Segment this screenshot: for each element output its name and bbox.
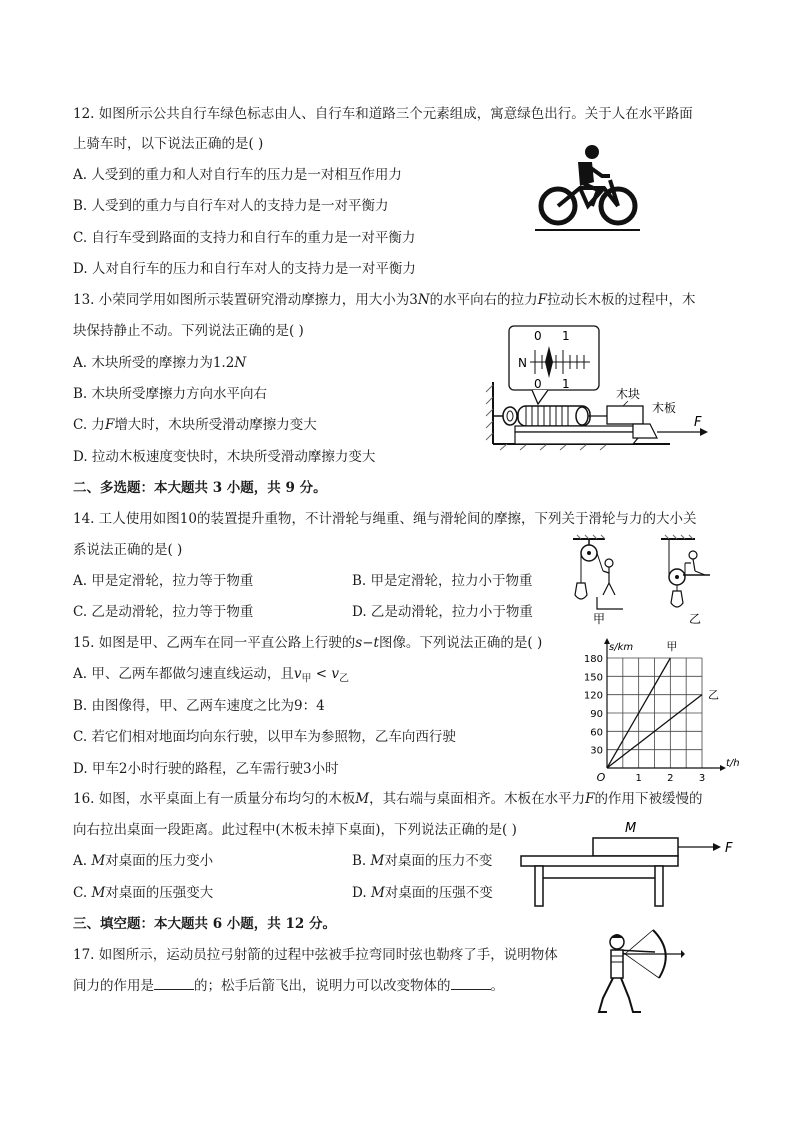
q16-option-d-text: 对桌面的压强不变	[384, 885, 493, 901]
label-yi: 乙	[689, 612, 702, 626]
q16-mass-m: M	[355, 791, 370, 807]
q17-stem-text: 的；松手后箭飞出，说明力可以改变物体的	[194, 978, 451, 994]
q12-option-b[interactable]: B. 人受到的重力与自行车对人的支持力是一对平衡力	[73, 198, 389, 214]
q12-option-d[interactable]: D. 人对自行车的压力和自行车对人的支持力是一对平衡力	[73, 261, 416, 277]
archer-figure	[595, 928, 685, 1018]
scale-unit: N	[518, 356, 527, 370]
q16-option-c-prefix: C.	[73, 885, 92, 901]
y-tick-label: 150	[583, 672, 603, 684]
q13-stem-text: 的水平向右的拉力	[429, 292, 538, 308]
q17-answer-blank-1[interactable]	[154, 977, 194, 990]
q16-option-a-text: 对桌面的压力变小	[105, 853, 214, 869]
q16-option-b-m: M	[370, 853, 385, 869]
q16-option-d-m: M	[370, 885, 385, 901]
q13-stem-text: 拉动长木板的过程中，木	[547, 292, 696, 308]
q16-option-b[interactable]	[352, 852, 492, 870]
q12-stem-line1: 12. 如图所示公共自行车绿色标志由人、自行车和道路三个元素组成，寓意绿色出行。关于人在水平路面	[73, 106, 693, 122]
force-label: F	[694, 415, 702, 430]
table-board-figure	[515, 818, 745, 908]
q16-option-b-text: 对桌面的压力不变	[384, 853, 493, 869]
y-tick-label: 90	[590, 709, 603, 720]
q14-option-c[interactable]: C. 乙是动滑轮，拉力等于物重	[73, 604, 254, 620]
pull-force-label: F	[725, 841, 733, 856]
board-m-label: M	[625, 821, 637, 836]
q13-unit-n: N	[417, 292, 430, 308]
y-tick-label: 180	[583, 654, 603, 665]
q15-v-jia: v	[293, 666, 302, 682]
q14-option-d[interactable]: D. 乙是动滑轮，拉力小于物重	[352, 604, 533, 620]
x-axis-label: t/h	[726, 758, 740, 769]
q13-option-a[interactable]	[73, 354, 246, 372]
q16-option-d[interactable]	[352, 884, 493, 902]
section-title-multiple-choice: 二、多选题：本大题共 3 小题，共 9 分。	[73, 480, 327, 496]
q15-option-a-text: A. 甲、乙两车都做匀速直线运动，且	[73, 666, 294, 682]
q13-stem-line1	[73, 291, 696, 309]
series-label-jia: 甲	[666, 640, 678, 653]
q14-stem-line2: 系说法正确的是( )	[73, 542, 183, 558]
q15-stem-text: 15. 如图是甲、乙两车在同一平直公路上行驶的	[73, 635, 356, 651]
q15-sub-yi: 乙	[339, 673, 350, 685]
q16-force-f: F	[585, 791, 595, 807]
q13-option-a-text: A. 木块所受的摩擦力为1.2	[73, 355, 235, 371]
bicycle-icon	[530, 140, 645, 232]
q15-v-yi: v	[331, 666, 340, 682]
q12-stem-line2: 上骑车时，以下说法正确的是( )	[73, 136, 264, 152]
label-jia: 甲	[593, 612, 606, 626]
q17-stem-line2	[73, 977, 504, 995]
q17-stem-text: 。	[490, 978, 504, 994]
q16-option-a-m: M	[91, 853, 106, 869]
origin-label: O	[596, 771, 606, 784]
q16-option-c-text: 对桌面的压强变大	[105, 885, 214, 901]
q15-sub-jia: 甲	[301, 673, 312, 685]
q15-stem-text: 图像。下列说法正确的是( )	[378, 635, 543, 651]
q12-option-a[interactable]: A. 人受到的重力和人对自行车的压力是一对相互作用力	[73, 167, 402, 183]
q16-option-b-prefix: B.	[352, 853, 371, 869]
q13-stem-text: 13. 小荣同学用如图所示装置研究滑动摩擦力，用大小为3	[73, 292, 418, 308]
q16-stem-text: ，其右端与桌面相齐。木板在水平力	[369, 791, 586, 807]
series-label-yi: 乙	[708, 688, 719, 702]
q17-answer-blank-2[interactable]	[451, 977, 491, 990]
q14-stem-line1: 14. 工人使用如图10的装置提升重物，不计滑轮与绳重、绳与滑轮间的摩擦，下列关于滑轮与力的大小关	[73, 511, 697, 527]
friction-apparatus-figure	[490, 322, 710, 452]
q16-stem-text: 的作用下被缓慢的	[594, 791, 703, 807]
q13-option-a-unit: N	[234, 355, 247, 371]
scale-bottom-1: 1	[562, 377, 570, 391]
q13-option-d[interactable]: D. 拉动木板速度变快时，木块所受滑动摩擦力变大	[73, 449, 376, 465]
q16-option-c-m: M	[91, 885, 106, 901]
scale-bottom-0: 0	[534, 377, 542, 391]
q15-option-a[interactable]	[73, 665, 349, 689]
q13-stem-line2: 块保持静止不动。下列说法正确的是( )	[73, 323, 304, 339]
q13-option-c-text: 增大时，木块所受滑动摩擦力变大	[114, 417, 317, 433]
q16-stem-line1	[73, 790, 702, 808]
q16-option-a[interactable]	[73, 852, 213, 870]
st-chart	[585, 640, 745, 785]
pulley-figure	[565, 535, 715, 630]
y-tick-label: 30	[590, 745, 603, 757]
q17-stem-line1: 17. 如图所示，运动员拉弓射箭的过程中弦被手拉弯同时弦也勒疼了手，说明物体	[73, 947, 558, 963]
x-tick-label: 3	[698, 773, 706, 784]
y-axis-label: s/km	[609, 642, 634, 653]
q13-option-c-force: F	[104, 417, 115, 433]
q15-st-symbol: s−t	[355, 635, 379, 651]
q16-option-c[interactable]	[73, 884, 213, 902]
y-tick-label: 60	[590, 727, 603, 739]
x-tick-label: 2	[667, 773, 674, 784]
scale-top-0: 0	[534, 329, 542, 343]
x-tick-label: 1	[635, 773, 642, 784]
scale-top-1: 1	[562, 329, 570, 343]
q15-option-b[interactable]: B. 由图像得，甲、乙两车速度之比为9：4	[73, 698, 325, 714]
y-tick-label: 120	[583, 690, 603, 702]
q15-less-than: <	[311, 666, 332, 682]
q16-option-a-prefix: A.	[73, 853, 92, 869]
q12-option-c[interactable]: C. 自行车受到路面的支持力和自行车的重力是一对平衡力	[73, 230, 416, 246]
q14-option-b[interactable]: B. 甲是定滑轮，拉力小于物重	[352, 573, 533, 589]
q16-option-d-prefix: D.	[352, 885, 371, 901]
q15-option-d[interactable]: D. 甲车2小时行驶的路程，乙车需行驶3小时	[73, 761, 339, 777]
q15-stem	[73, 634, 542, 652]
block-label: 木块	[616, 387, 641, 401]
q13-option-c[interactable]	[73, 416, 317, 434]
section-title-fill-in: 三、填空题：本大题共 6 小题，共 12 分。	[73, 916, 336, 932]
q13-option-b[interactable]: B. 木块所受摩擦力方向水平向右	[73, 386, 268, 402]
q14-option-a[interactable]: A. 甲是定滑轮，拉力等于物重	[73, 573, 254, 589]
q17-stem-text: 间力的作用是	[73, 978, 154, 994]
q15-option-c[interactable]: C. 若它们相对地面均向东行驶，以甲车为参照物，乙车向西行驶	[73, 729, 456, 745]
q13-force-f: F	[537, 292, 548, 308]
board-label: 木板	[652, 401, 677, 415]
q13-option-c-text: C. 力	[73, 417, 105, 433]
q16-stem-text: 16. 如图，水平桌面上有一质量分布均匀的木板	[73, 791, 356, 807]
q16-stem-line2: 向右拉出桌面一段距离。此过程中(木板未掉下桌面)，下列说法正确的是( )	[73, 822, 517, 838]
